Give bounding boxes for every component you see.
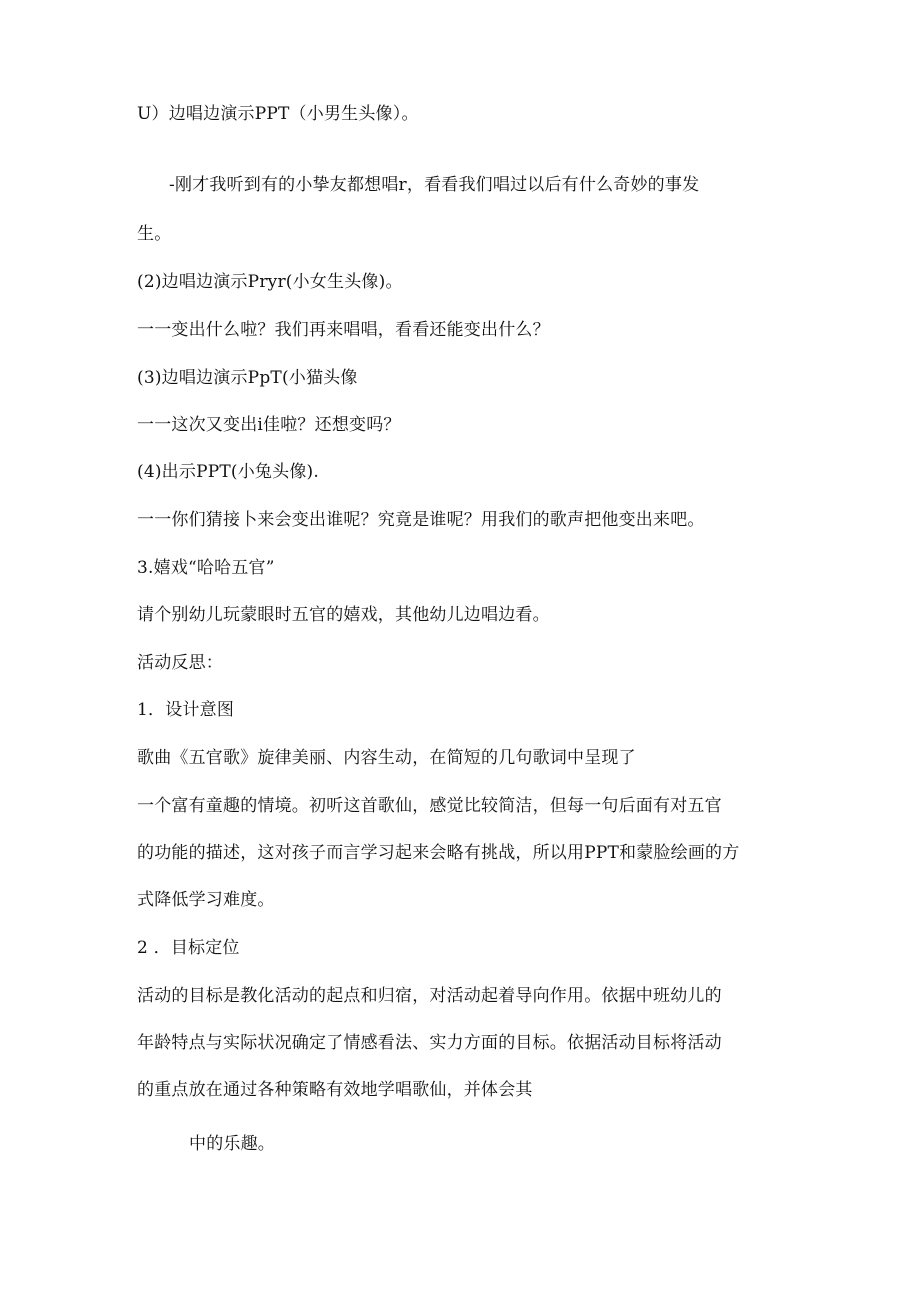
text-line-3: 生。 — [137, 224, 172, 244]
text-line-11: 请个别幼儿玩蒙眼时五官的嬉戏，其他幼儿边唱边看。 — [137, 605, 550, 625]
text-line-9: 一一你们猜接卜来会变出谁呢？究竟是谁呢？用我们的歌声把他变出来吧。 — [137, 510, 705, 530]
text-line-21: 的重点放在通过各种策略有效地学唱歌仙，并体会其 — [137, 1080, 533, 1100]
text-line-16: 的功能的描述，这对孩子而言学习起来会略有挑战，所以用PPT和蒙脸绘画的方 — [137, 843, 740, 863]
text-line-12: 活动反思： — [137, 653, 223, 673]
text-line-22: 中的乐趣。 — [189, 1134, 275, 1154]
text-line-14: 歌曲《五官歌》旋律美丽、内容生动，在简短的几句歌词中呈现了 — [137, 748, 636, 768]
text-line-8: (4)出示PPT(小兔头像). — [137, 462, 319, 482]
text-line-7: 一一这次又变出i佳啦？还想变吗？ — [137, 415, 401, 435]
text-line-4: (2)边唱边演示Pryr(小女生头像)。 — [137, 272, 403, 292]
text-line-19: 活动的目标是教化活动的起点和归宿，对活动起着导向作用。依据中班幼儿的 — [137, 986, 722, 1006]
text-line-2: -刚才我听到有的小挚友都想唱r，看看我们唱过以后有什么奇妙的事发 — [169, 175, 700, 195]
text-line-15: 一个富有童趣的情境。初听这首歌仙，感觉比较简洁，但每一句后面有对五官 — [137, 796, 722, 816]
text-line-1: U）边唱边演示PPT（小男生头像）。 — [137, 104, 419, 124]
section-heading-goal: 2 ．目标定位 — [137, 938, 240, 958]
section-heading-design: 1．设计意图 — [137, 700, 235, 720]
text-line-5: 一一变出什么啦？我们再来唱唱，看看还能变出什么？ — [137, 320, 550, 340]
text-line-10: 3.嬉戏“哈哈五官” — [137, 558, 275, 578]
text-line-6: (3)边唱边演示PpT(小猫头像 — [137, 368, 358, 388]
text-line-17: 式降低学习难度。 — [137, 890, 275, 910]
text-line-20: 年龄特点与实际状况确定了情感看法、实力方面的目标。依据活动目标将活动 — [137, 1033, 722, 1053]
